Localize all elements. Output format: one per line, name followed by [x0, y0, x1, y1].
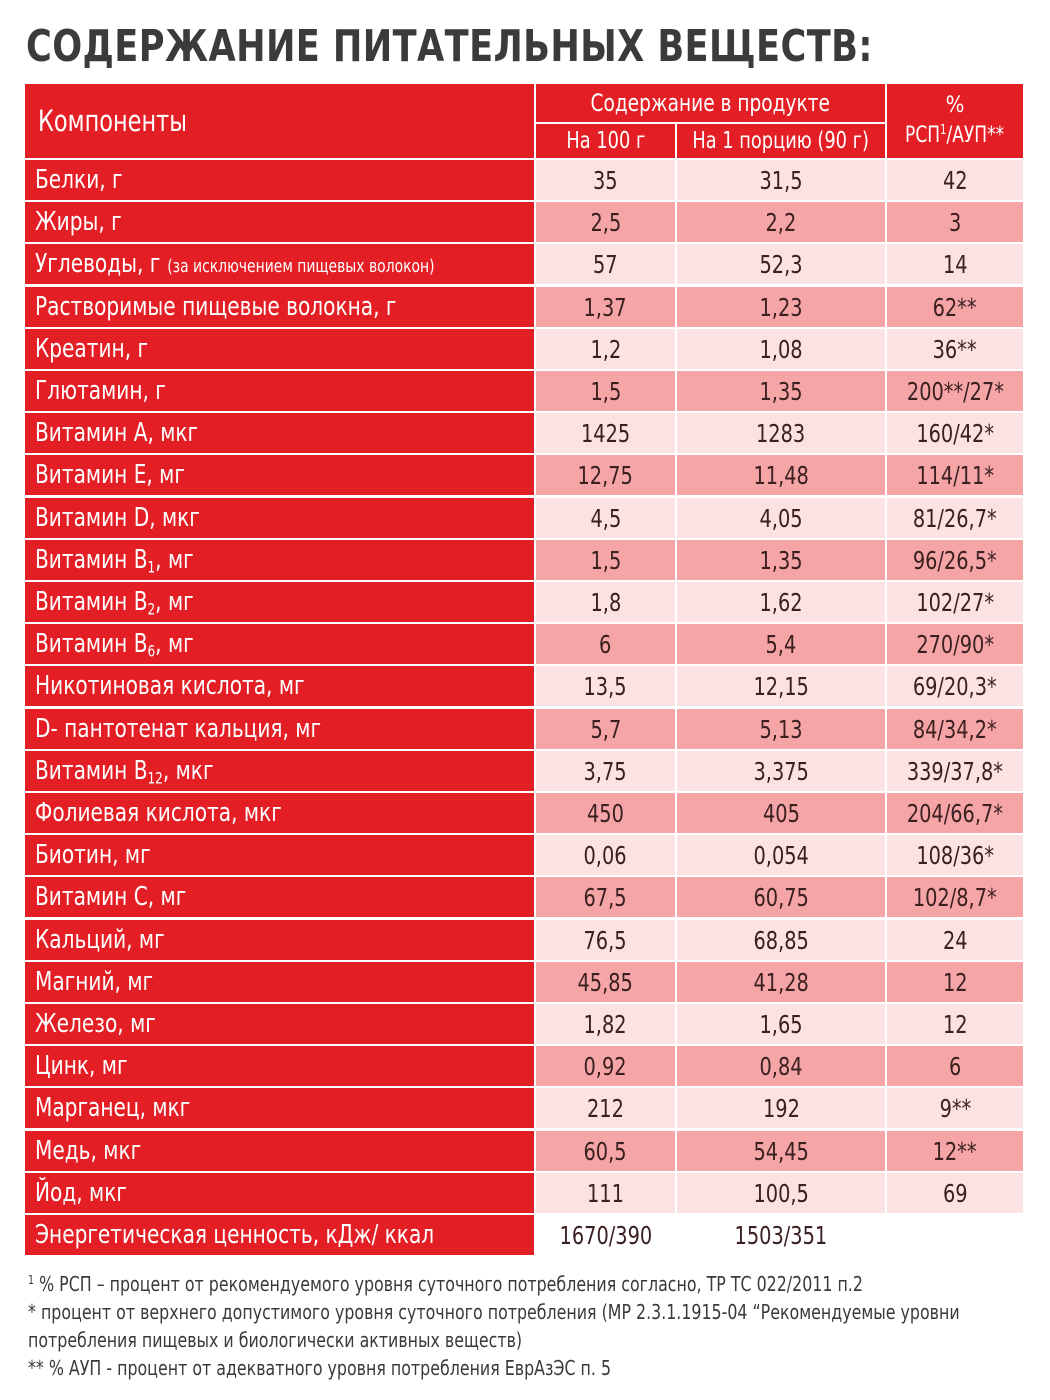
value-pct: 84/34,2*	[913, 714, 997, 744]
value-pct: 42	[942, 165, 968, 195]
row-component	[25, 582, 534, 622]
value-per100: 35	[593, 165, 618, 195]
row-component-label	[35, 545, 194, 575]
component-name: Растворимые пищевые волокна, г	[35, 292, 397, 322]
value-per100: 4,5	[590, 503, 621, 533]
cell-portion	[677, 1046, 885, 1086]
row-component	[25, 962, 534, 1002]
value-pct: 108/36*	[916, 840, 994, 870]
value-per100: 1,8	[590, 587, 621, 617]
row-component	[25, 920, 534, 960]
header-percent-sup: 1	[940, 123, 947, 139]
row-component-label	[35, 376, 166, 406]
component-name: Витамин В	[35, 629, 148, 659]
value-per100: 13,5	[583, 671, 628, 701]
row-component	[25, 1004, 534, 1044]
cell-portion	[677, 1173, 885, 1213]
header-content-group-label: Содержание в продукте	[590, 89, 831, 117]
value-pct: 12**	[933, 1136, 977, 1166]
cell-pct	[887, 1046, 1023, 1086]
cell-pct	[887, 244, 1023, 284]
row-component	[25, 624, 534, 664]
header-percent	[887, 84, 1023, 158]
cell-per100	[536, 962, 675, 1002]
value-portion: 1,35	[759, 545, 803, 575]
value-pct: 204/66,7*	[906, 798, 1004, 828]
cell-per100	[536, 751, 675, 791]
component-name: Цинк, мг	[35, 1051, 128, 1081]
component-unit: , мг	[155, 629, 194, 659]
row-component-label	[35, 882, 186, 912]
value-per100: 1,2	[590, 334, 621, 364]
row-component	[25, 287, 534, 327]
footnote-upper-level: * процент от верхнего допустимого уровня суточного потребления (МР 2.3.1.1915-04 “Рекомендуемые уровни	[28, 1300, 960, 1324]
cell-pct	[887, 666, 1023, 706]
value-per100: 60,5	[583, 1136, 628, 1166]
cell-portion	[677, 920, 885, 960]
row-component	[25, 1088, 534, 1128]
value-pct: 69/20,3*	[913, 671, 997, 701]
value-per100: 0,06	[583, 840, 628, 870]
cell-portion	[677, 666, 885, 706]
value-pct: 24	[942, 925, 968, 955]
row-component	[25, 455, 534, 495]
row-component	[25, 666, 534, 706]
row-component	[25, 329, 534, 369]
value-portion: 5,13	[759, 714, 803, 744]
cell-pct	[887, 1173, 1023, 1213]
cell-per100	[536, 540, 675, 580]
value-pct: 6	[948, 1051, 962, 1081]
row-component-label	[35, 207, 122, 237]
cell-portion	[677, 1088, 885, 1128]
component-name: Медь, мкг	[35, 1136, 142, 1166]
cell-per100	[536, 877, 675, 917]
row-component-label	[35, 1051, 128, 1081]
cell-per100	[536, 244, 675, 284]
page-title: СОДЕРЖАНИЕ ПИТАТЕЛЬНЫХ ВЕЩЕСТВ:	[26, 21, 873, 72]
row-component-label	[35, 292, 396, 322]
cell-per100	[536, 160, 675, 200]
component-name: Белки, г	[35, 165, 123, 195]
cell-pct	[887, 877, 1023, 917]
component-name: Биотин, мг	[35, 840, 151, 870]
row-component-label	[35, 587, 194, 617]
value-portion: 11,48	[753, 460, 809, 490]
header-per100-label: На 100 г	[566, 128, 645, 154]
cell-portion	[677, 835, 885, 875]
value-pct: 36**	[933, 334, 977, 364]
value-pct: 3	[948, 207, 962, 237]
component-name: Никотиновая кислота, мг	[35, 671, 305, 701]
cell-per100	[536, 793, 675, 833]
component-name: Марганец, мкг	[35, 1093, 191, 1123]
cell-pct	[887, 624, 1023, 664]
component-name: D- пантотенат кальция, мг	[35, 714, 322, 744]
value-per100: 12,75	[577, 460, 634, 490]
cell-pct	[887, 540, 1023, 580]
cell-per100	[536, 835, 675, 875]
value-portion: 2,2	[765, 207, 797, 237]
cell-per100	[536, 1173, 675, 1213]
row-component-label	[35, 334, 148, 364]
component-name: Витамин В	[35, 587, 148, 617]
cell-per100	[536, 1088, 675, 1128]
cell-portion	[677, 540, 885, 580]
value-pct: 81/26,7*	[913, 503, 997, 533]
value-per100: 3,75	[583, 756, 628, 786]
cell-portion	[677, 751, 885, 791]
cell-per100	[536, 455, 675, 495]
value-per100: 0,92	[583, 1051, 628, 1081]
footnote-rsp	[28, 1270, 908, 1298]
cell-pct	[887, 962, 1023, 1002]
cell-pct	[887, 455, 1023, 495]
cell-portion	[677, 371, 885, 411]
row-component-label	[35, 503, 200, 533]
cell-pct	[887, 498, 1023, 538]
cell-pct	[887, 160, 1023, 200]
cell-per100	[536, 498, 675, 538]
value-pct: 102/27*	[916, 587, 994, 617]
cell-pct	[887, 751, 1023, 791]
value-per100: 1,37	[583, 292, 628, 322]
cell-portion	[677, 244, 885, 284]
row-component	[25, 498, 534, 538]
value-portion: 1,23	[759, 292, 803, 322]
row-component	[25, 160, 534, 200]
row-component	[25, 793, 534, 833]
component-subscript: 1	[147, 558, 156, 577]
value-portion: 1283	[756, 418, 806, 448]
value-portion: 12,15	[753, 671, 809, 701]
component-unit: , мг	[155, 587, 194, 617]
footnote-upper-level-cont: потребления пищевых и биологически активных веществ)	[28, 1328, 523, 1352]
row-component	[25, 371, 534, 411]
footnote-rsp-text: % РСП – процент от рекомендуемого уровня суточного потребления согласно, ТР ТС 022/2011 п.2	[34, 1272, 863, 1296]
value-portion: 100,5	[753, 1178, 809, 1208]
component-name: Энергетическая ценность, кДж/ ккал	[35, 1220, 435, 1250]
row-component	[25, 877, 534, 917]
value-portion: 1,62	[759, 587, 803, 617]
value-portion: 60,75	[753, 882, 809, 912]
value-pct: 96/26,5*	[913, 545, 997, 575]
row-component-label	[35, 418, 198, 448]
cell-pct	[887, 202, 1023, 242]
value-portion: 0,054	[753, 840, 809, 870]
component-subscript: 6	[147, 642, 156, 661]
component-name: Фолиевая кислота, мкг	[35, 798, 282, 828]
header-percent-top: %	[945, 93, 965, 118]
value-per100: 67,5	[583, 882, 628, 912]
value-pct: 339/37,8*	[906, 756, 1004, 786]
cell-per100	[536, 1215, 675, 1255]
value-pct: 200**/27*	[906, 376, 1004, 406]
cell-per100	[536, 371, 675, 411]
row-component	[25, 751, 534, 791]
row-component	[25, 835, 534, 875]
component-name: Витамин Е, мг	[35, 460, 185, 490]
cell-per100	[536, 329, 675, 369]
cell-pct	[887, 835, 1023, 875]
cell-pct	[887, 793, 1023, 833]
row-component-label	[35, 967, 153, 997]
value-portion: 5,4	[765, 629, 797, 659]
cell-pct	[887, 1131, 1023, 1171]
cell-per100	[536, 202, 675, 242]
component-name: Йод, мкг	[35, 1178, 127, 1208]
component-note: (за исключением пищевых волокон)	[167, 256, 435, 277]
component-unit: , мкг	[162, 756, 214, 786]
row-component-label	[35, 840, 151, 870]
value-portion: 41,28	[753, 967, 809, 997]
header-per-portion-label: На 1 порцию (90 г)	[692, 128, 870, 154]
value-per100: 1,5	[590, 545, 621, 575]
value-portion: 54,45	[753, 1136, 809, 1166]
footnotes	[28, 1270, 1028, 1382]
row-component-label	[35, 1178, 127, 1208]
cell-pct	[887, 329, 1023, 369]
cell-pct	[887, 1215, 1023, 1255]
value-pct: 69	[942, 1178, 968, 1208]
footnote-rsp-sup: 1	[28, 1272, 35, 1287]
cell-portion	[677, 624, 885, 664]
header-per100	[536, 124, 675, 158]
row-component	[25, 1173, 534, 1213]
component-name: Витамин С, мг	[35, 882, 187, 912]
value-per100: 2,5	[590, 207, 621, 237]
value-portion: 68,85	[753, 925, 809, 955]
cell-portion	[677, 877, 885, 917]
cell-pct	[887, 287, 1023, 327]
cell-per100	[536, 287, 675, 327]
cell-pct	[887, 1088, 1023, 1128]
value-portion: 3,375	[753, 756, 809, 786]
cell-portion	[677, 582, 885, 622]
value-portion: 52,3	[759, 249, 803, 279]
cell-portion	[677, 709, 885, 749]
value-per100: 57	[593, 249, 618, 279]
cell-portion	[677, 1131, 885, 1171]
cell-portion	[677, 1004, 885, 1044]
value-per100: 1,82	[583, 1009, 628, 1039]
header-percent-rsp: РСП	[905, 123, 941, 148]
value-per100: 1670/390	[559, 1220, 652, 1250]
value-per100: 1,5	[590, 376, 621, 406]
row-component	[25, 1215, 534, 1255]
value-portion: 1,08	[759, 334, 803, 364]
component-subscript: 12	[147, 769, 163, 788]
cell-per100	[536, 1131, 675, 1171]
header-per-portion	[677, 124, 885, 158]
row-component-label	[35, 798, 282, 828]
cell-portion	[677, 202, 885, 242]
row-component-label	[35, 249, 435, 279]
value-pct: 12	[942, 967, 968, 997]
value-per100: 5,7	[590, 714, 621, 744]
cell-pct	[887, 709, 1023, 749]
value-per100: 111	[587, 1178, 624, 1208]
row-component	[25, 540, 534, 580]
component-name: Железо, мг	[35, 1009, 156, 1039]
row-component	[25, 1046, 534, 1086]
nutrient-table	[25, 84, 1023, 1262]
component-name: Креатин, г	[35, 334, 149, 364]
value-pct: 160/42*	[916, 418, 994, 448]
row-component-label	[35, 1220, 434, 1250]
cell-portion	[677, 413, 885, 453]
cell-per100	[536, 413, 675, 453]
component-name: Жиры, г	[35, 207, 122, 237]
cell-pct	[887, 1004, 1023, 1044]
value-portion: 4,05	[759, 503, 803, 533]
value-portion: 405	[762, 798, 800, 828]
cell-pct	[887, 582, 1023, 622]
header-components-label: Компоненты	[38, 104, 187, 138]
value-per100: 212	[587, 1093, 624, 1123]
cell-per100	[536, 1004, 675, 1044]
value-pct: 14	[942, 249, 968, 279]
cell-per100	[536, 709, 675, 749]
row-component	[25, 1131, 534, 1171]
value-pct: 12	[942, 1009, 968, 1039]
row-component	[25, 202, 534, 242]
row-component-label	[35, 460, 185, 490]
row-component-label	[35, 925, 165, 955]
cell-portion	[677, 287, 885, 327]
value-per100: 45,85	[577, 967, 634, 997]
cell-pct	[887, 413, 1023, 453]
header-percent-aup: /АУП**	[946, 123, 1005, 148]
component-name: Углеводы, г	[35, 249, 161, 279]
value-portion: 1,35	[759, 376, 803, 406]
value-portion: 1503/351	[734, 1220, 828, 1250]
value-pct: 9**	[939, 1093, 971, 1123]
value-per100: 6	[599, 629, 612, 659]
row-component	[25, 244, 534, 284]
cell-per100	[536, 582, 675, 622]
cell-portion	[677, 793, 885, 833]
cell-pct	[887, 371, 1023, 411]
value-portion: 1,65	[759, 1009, 803, 1039]
value-portion: 31,5	[759, 165, 803, 195]
row-component	[25, 413, 534, 453]
row-component-label	[35, 1009, 156, 1039]
row-component-label	[35, 629, 194, 659]
cell-portion	[677, 455, 885, 495]
value-pct: 62**	[933, 292, 977, 322]
header-components	[25, 84, 534, 158]
cell-portion	[677, 160, 885, 200]
header-percent-bottom	[905, 121, 1004, 151]
component-name: Глютамин, г	[35, 376, 166, 406]
value-pct: 270/90*	[916, 629, 994, 659]
cell-per100	[536, 920, 675, 960]
value-per100: 76,5	[583, 925, 628, 955]
row-component-label	[35, 756, 214, 786]
cell-per100	[536, 1046, 675, 1086]
component-unit: , мг	[155, 545, 194, 575]
cell-portion	[677, 962, 885, 1002]
value-per100: 1425	[580, 418, 631, 448]
value-portion: 192	[762, 1093, 800, 1123]
component-name: Магний, мг	[35, 967, 154, 997]
value-pct: 102/8,7*	[913, 882, 997, 912]
value-portion: 0,84	[759, 1051, 803, 1081]
value-per100: 450	[587, 798, 624, 828]
component-name: Витамин В	[35, 756, 148, 786]
row-component	[25, 709, 534, 749]
cell-portion	[677, 329, 885, 369]
row-component-label	[35, 1093, 190, 1123]
component-name: Витамин А, мкг	[35, 418, 199, 448]
row-component-label	[35, 671, 305, 701]
row-component-label	[35, 165, 123, 195]
cell-pct	[887, 920, 1023, 960]
component-name: Витамин D, мкг	[35, 503, 200, 533]
header-content-group	[536, 84, 885, 122]
footnote-aup: ** % АУП - процент от адекватного уровня потребления ЕврАзЭС п. 5	[28, 1356, 612, 1380]
row-component-label	[35, 714, 321, 744]
cell-per100	[536, 624, 675, 664]
cell-portion	[677, 498, 885, 538]
cell-per100	[536, 666, 675, 706]
component-name: Кальций, мг	[35, 925, 165, 955]
cell-portion	[677, 1215, 885, 1255]
component-subscript: 2	[147, 600, 156, 619]
row-component-label	[35, 1136, 141, 1166]
value-pct: 114/11*	[916, 460, 994, 490]
component-name: Витамин В	[35, 545, 148, 575]
